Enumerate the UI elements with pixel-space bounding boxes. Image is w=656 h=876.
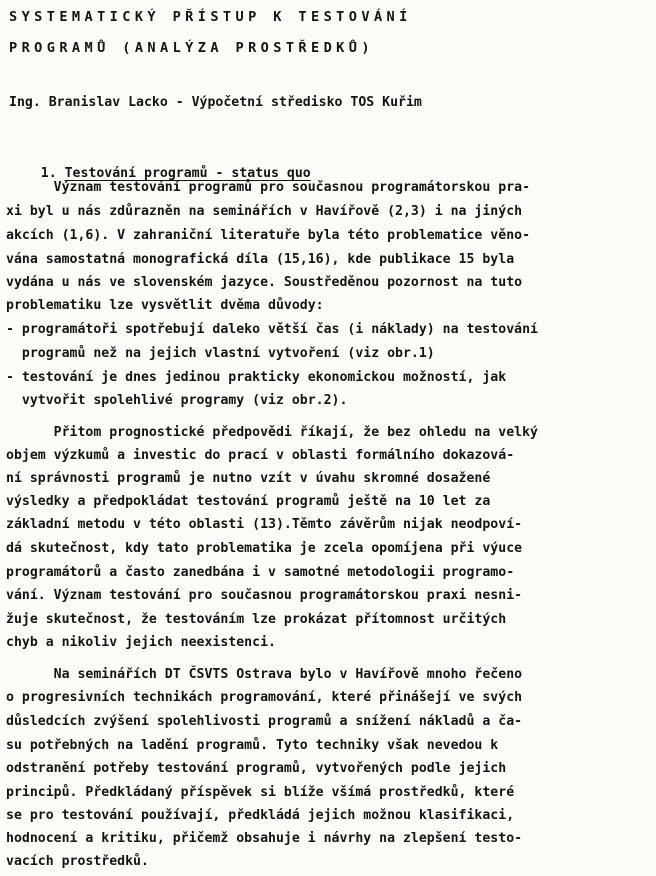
paragraph-1-line: vydána u nás ve slovenském jazyce. Soustředěnou pozornost na tuto (6, 275, 523, 290)
paragraph-2-line: výsledky a předpokládat testování programů ještě na 10 let za (6, 494, 491, 509)
paragraph-1-line: vána samostatná monografická díla (15,16), kde publikace 15 byla (6, 252, 515, 267)
paragraph-2-line: vání. Význam testování pro současnou programátorskou praxi nesni- (6, 588, 523, 603)
section-title: Testování programů - status quo (64, 166, 311, 181)
bullet-2-line: vytvořit spolehlivé programy (viz obr.2). (6, 393, 348, 408)
paragraph-1-line: xi byl u nás zdůrazněn na seminářích v Havířově (2,3) i na jiných (6, 204, 523, 219)
paragraph-3-line: o progresivních technikách programování, které přinášejí ve svých (6, 690, 523, 705)
paragraph-1-line: Význam testování programů pro současnou programátorskou pra- (6, 180, 531, 195)
bullet-1-line: programů než na jejich vlastní vytvoření (viz obr.1) (6, 346, 435, 361)
paragraph-3-line: Na seminářích DT ČSVTS Ostrava bylo v Havířově mnoho řečeno (6, 667, 523, 682)
author-line: Ing. Branislav Lacko - Výpočetní středisko TOS Kuřim (9, 95, 422, 110)
paragraph-2-line: programátorů a často zanedbána i v samotné metodologii programo- (6, 565, 515, 580)
paragraph-3-line: su potřebných na ladění programů. Tyto techniky však nevedou k (6, 738, 499, 753)
paragraph-3-line: vacích prostředků. (6, 854, 149, 869)
section-number: 1. (40, 166, 57, 181)
paragraph-2-line: chyb a nikoliv jejich neexistenci. (6, 635, 276, 650)
title-line-2: PROGRAMŮ (ANALÝZA PROSTŘEDKŮ) (9, 40, 374, 56)
paragraph-2-line: žuje skutečnost, že testováním lze prokázat přítomnost určitých (6, 612, 507, 627)
paragraph-1-line: akcích (1,6). V zahraniční literatuře byla této problematice věno- (6, 228, 531, 243)
paragraph-2-line: Přitom prognostické předpovědi říkají, že bez ohledu na velký (6, 425, 538, 440)
paragraph-2-line: základní metodu v této oblasti (13).Těmto závěrům nijak neodpoví- (6, 517, 523, 532)
paragraph-3-line: se pro testování používají, předkládá jejich možnou klasifikaci, (6, 808, 515, 823)
title-line-1: SYSTEMATICKÝ PŘÍSTUP K TESTOVÁNÍ (9, 9, 412, 25)
paragraph-3-line: odstranění potřeby testování programů, vytvořených podle jejich (6, 761, 507, 776)
paragraph-3-line: principů. Předkládaný příspěvek si blíže všímá prostředků, které (6, 785, 515, 800)
paragraph-2-line: dá skutečnost, kdy tato problematika je zcela opomíjena při výuce (6, 541, 523, 556)
paragraph-3-line: důsledcích zvýšení spolehlivosti programů a snížení nákladů a ča- (6, 714, 523, 729)
paragraph-2-line: ní správnosti programů je nutno vzít v úvahu skromné dosažené (6, 471, 491, 486)
paragraph-2-line: objem výzkumů a investic do prací v oblasti formálního dokazová- (6, 448, 515, 463)
paragraph-3-line: hodnocení a kritiku, přičemž obsahuje i návrhy na zlepšení testo- (6, 831, 523, 846)
paragraph-1-line: problematiku lze vysvětlit dvěma důvody: (6, 298, 324, 313)
bullet-1-line: - programátoři spotřebují daleko větší čas (i náklady) na testování (6, 322, 538, 337)
bullet-2-line: - testování je dnes jedinou prakticky ekonomickou možností, jak (6, 370, 507, 385)
